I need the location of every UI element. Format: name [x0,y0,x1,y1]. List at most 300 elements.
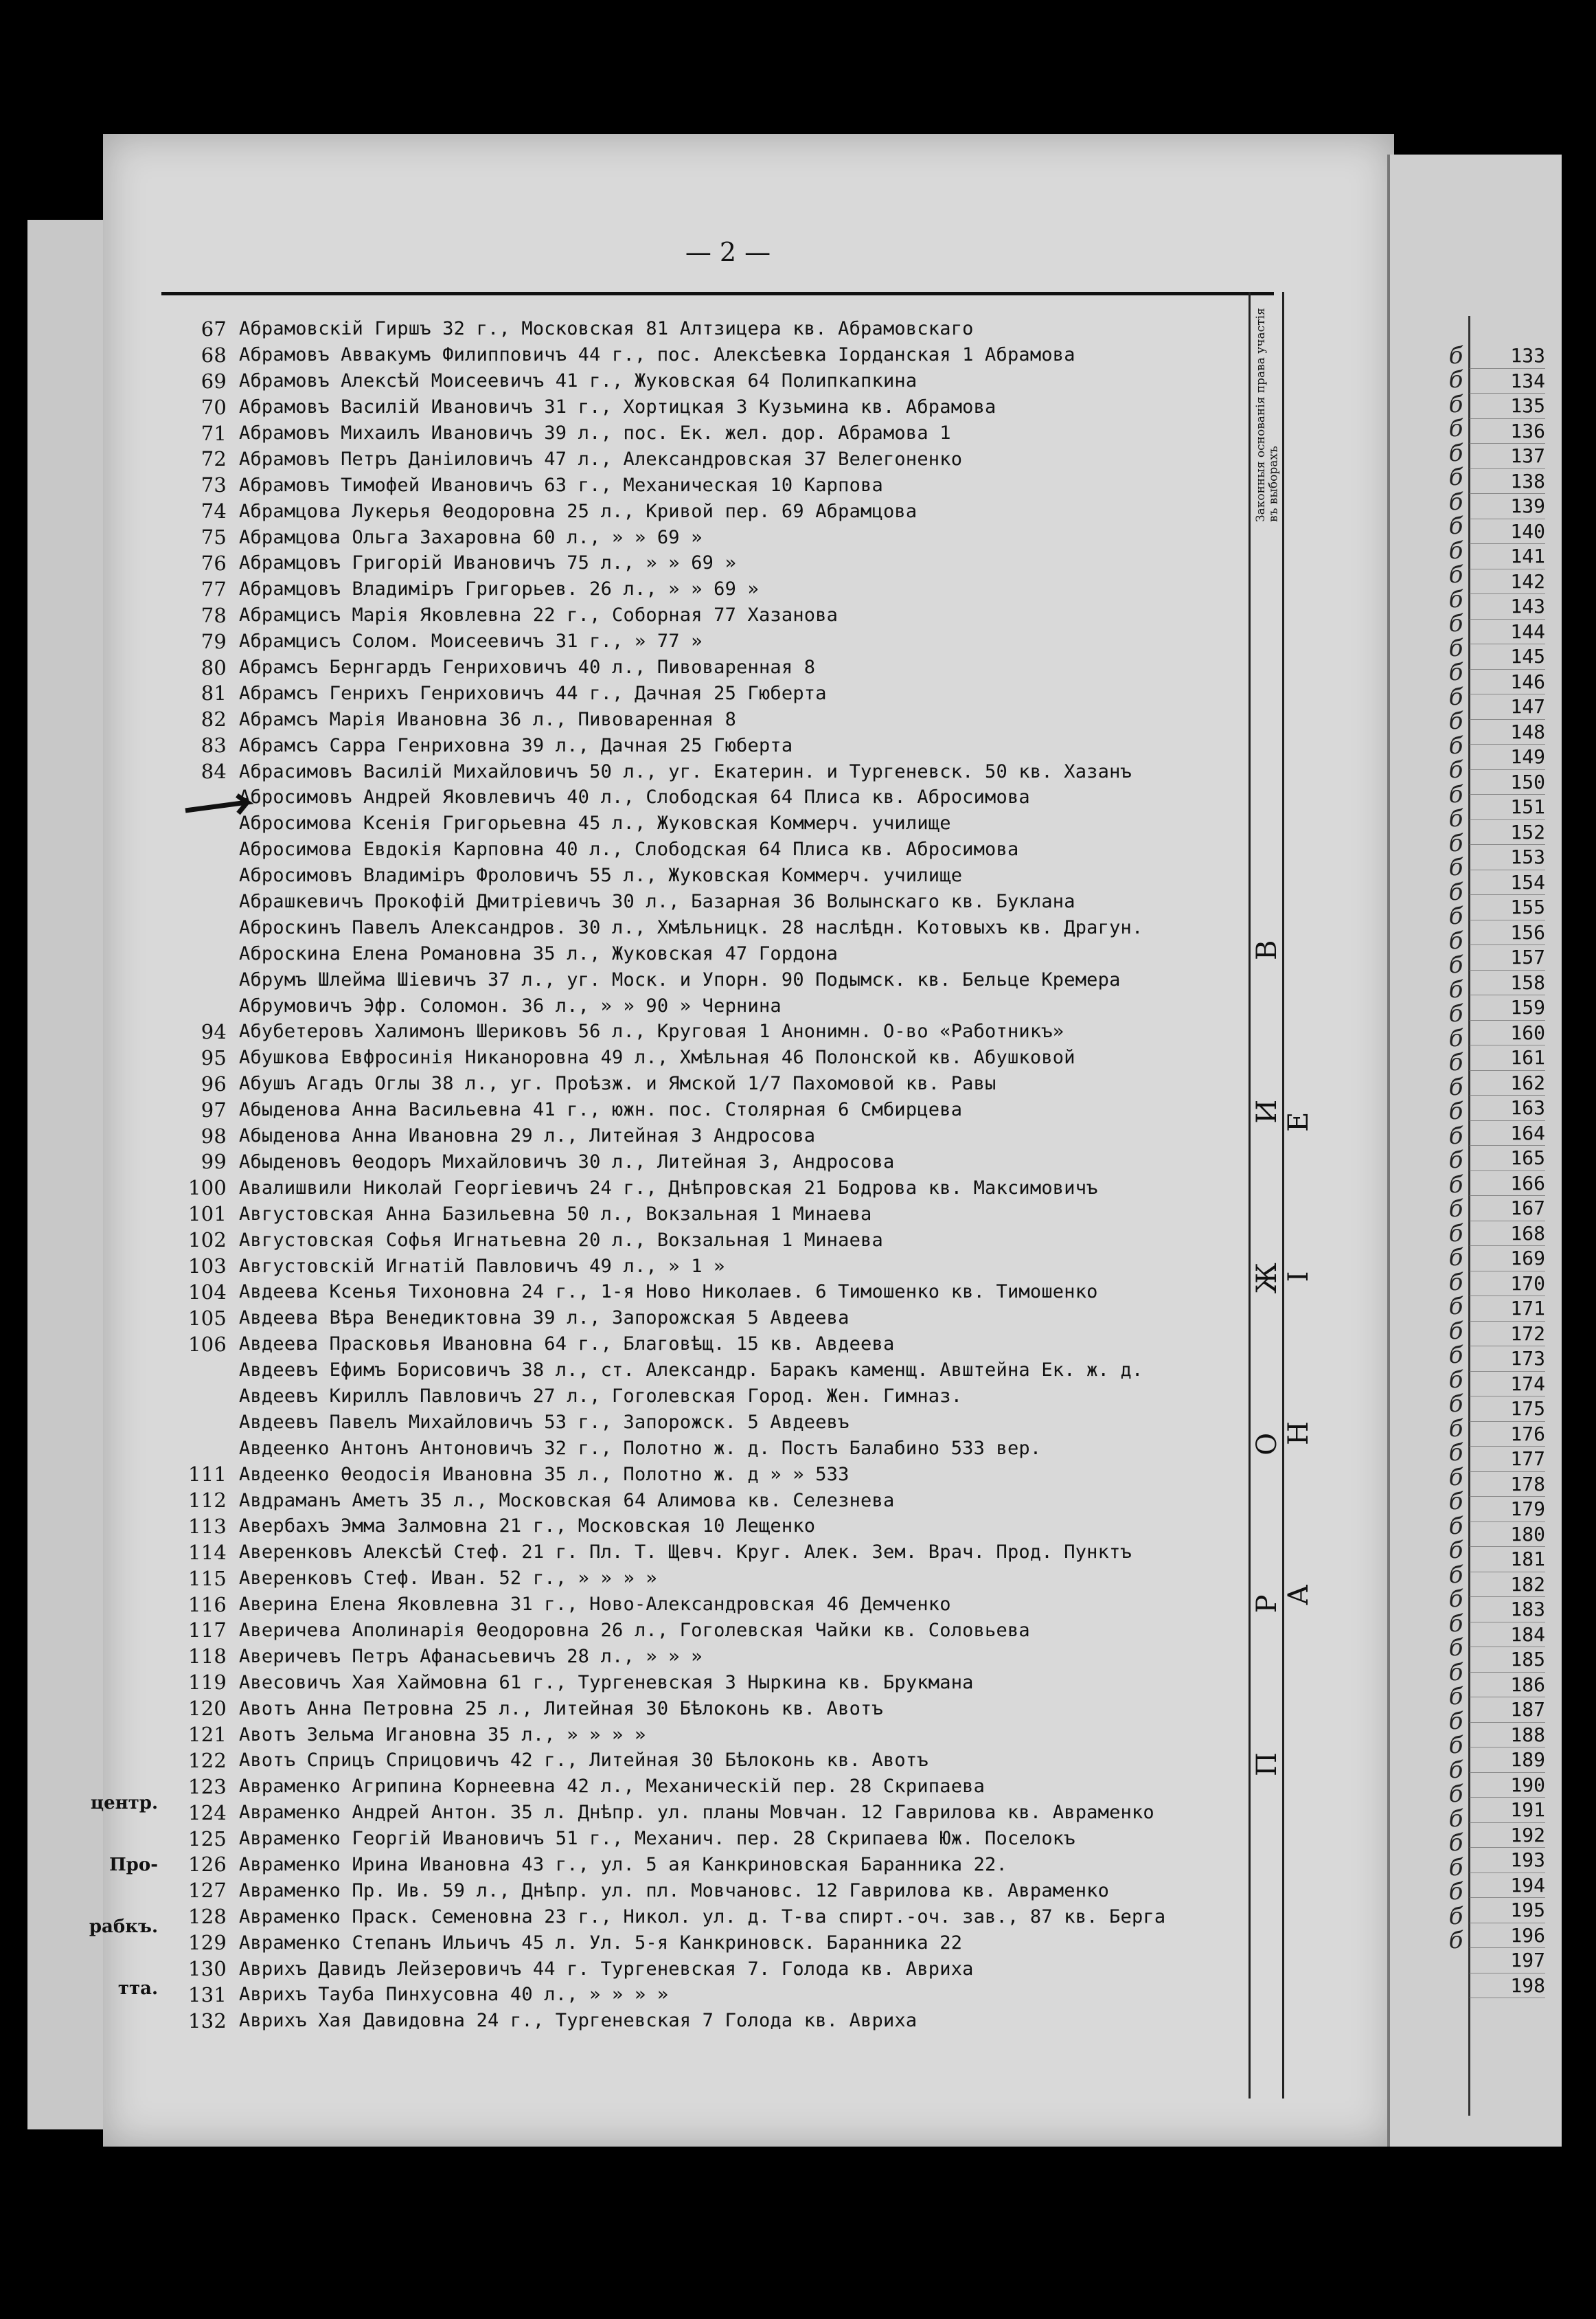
side-number: 138 [1470,469,1545,495]
side-number: 152 [1470,820,1545,846]
entry-number: 116 [188,1592,227,1616]
entry-text: Абрамовъ Алексѣй Моисеевичъ 41 г., Жуковская 64 Полипкапкина [239,370,917,392]
entry-number: 73 [201,473,227,497]
entry-number: 120 [188,1697,227,1721]
handwritten-mark: б [1448,854,1463,882]
side-number: 133 [1470,343,1545,369]
entry-number: 126 [188,1853,227,1877]
list-item [155,2008,1246,2034]
side-number: 177 [1470,1447,1545,1472]
handwritten-mark: б [1448,756,1463,784]
list-item [155,966,1246,993]
list-item [155,758,1246,784]
handwritten-mark: б [1448,1829,1463,1857]
entry-number: 71 [201,421,227,445]
handwritten-mark: б [1448,634,1463,662]
side-number: 148 [1470,720,1545,745]
sheet-fragment-text: рабкъ. [89,1916,158,1937]
handwritten-mark: б [1448,1195,1463,1223]
entry-text: Абрумовичъ Эфр. Соломон. 36 л., » » 90 » Чернина [239,995,782,1017]
entry-text: Авраменко Агрипина Корнеевна 42 л., Механическій пер. 28 Скрипаева [239,1776,985,1798]
side-number: 169 [1470,1246,1545,1271]
handwritten-mark: б [1448,732,1463,760]
side-number: 146 [1470,670,1545,695]
handwritten-mark: б [1448,610,1463,638]
entry-number: 68 [201,343,227,367]
entry-text: Абрамовъ Василій Ивановичъ 31 г., Хортицкая 3 Кузьмина кв. Абрамова [239,396,996,418]
handwritten-mark: б [1448,1853,1463,1881]
handwritten-mark: б [1448,1512,1463,1540]
list-item [155,1045,1246,1071]
handwritten-mark: б [1448,1414,1463,1443]
entry-text: Авдеева Ксенья Тихоновна 24 г., 1-я Ново Николаев. 6 Тимошенко кв. Тимошенко [239,1281,1098,1303]
side-number: 158 [1470,971,1545,996]
list-item [155,394,1246,420]
entry-text: Авраменко Пр. Ив. 59 л., Днѣпр. ул. пл. Мовчановс. 12 Гаврилова кв. Авраменко [239,1879,1110,1901]
entry-text: Аврихъ Давидъ Лейзеровичъ 44 г. Тургеневская 7. Голода кв. Авриха [239,1958,974,1980]
side-number: 145 [1470,644,1545,670]
entry-number: 118 [188,1644,227,1668]
list-item [155,629,1246,655]
entry-text: Авдеевъ Ефимъ Борисовичъ 38 л., ст. Александр. Баракъ каменщ. Авштейна Ек. ж. д. [239,1359,1143,1381]
handwritten-mark: б [1448,536,1463,565]
entry-text: Авотъ Сприцъ Сприцовичъ 42 г., Литейная 30 Бѣлоконь кв. Авотъ [239,1750,928,1772]
list-item [155,1903,1246,1930]
list-item [155,1227,1246,1253]
entry-text: Абросимовъ Андрей Яковлевичъ 40 л., Слободская 64 Плиса кв. Абросимова [239,787,1030,808]
handwritten-mark: б [1448,390,1463,418]
entry-number: 128 [188,1905,227,1929]
entry-text: Аверичева Аполинарія Ѳеодоровна 26 л., Гоголевская Чайки кв. Соловьева [239,1619,1030,1641]
list-item [155,914,1246,940]
entry-text: Абыденовъ Ѳеодоръ Михайловичъ 30 л., Литейная 3, Андросова [239,1151,895,1173]
side-number: 140 [1470,519,1545,545]
list-item [155,1956,1246,1982]
entry-number: 104 [188,1280,227,1304]
list-item [155,680,1246,706]
sheet-fragment-text: тта. [117,1978,158,1999]
side-marks-column [1442,343,1470,1953]
list-item [155,1123,1246,1149]
list-item [155,1695,1246,1721]
entry-number: 105 [188,1306,227,1330]
side-number: 174 [1470,1372,1545,1397]
legal-basis-header: Законныя основанія права участія въ выборахъ [1254,308,1281,522]
side-number: 160 [1470,1021,1545,1046]
side-number: 195 [1470,1898,1545,1923]
side-number: 137 [1470,444,1545,469]
entry-text: Авраменко Праск. Семеновна 23 г., Никол. ул. д. Т-ва спирт.-оч. зав., 87 кв. Берга [239,1905,1166,1927]
entry-number: 98 [201,1124,227,1148]
entry-text: Абрамовъ Тимофей Ивановичъ 63 г., Механическая 10 Карпова [239,474,883,496]
entry-text: Авраменко Георгій Ивановичъ 51 г., Механич. пер. 28 Скрипаева Юж. Поселокъ [239,1828,1075,1850]
entry-text: Абрамовскій Гиршъ 32 г., Московская 81 Алтзицера кв. Абрамовскаго [239,318,974,340]
entry-number: 80 [201,655,227,679]
list-item [155,1721,1246,1747]
handwritten-mark: б [1448,708,1463,736]
entry-text: Авдеенко Антонъ Антоновичъ 32 г., Полотно ж. д. Постъ Балабино 533 вер. [239,1437,1042,1459]
entry-text: Авербахъ Эмма Залмовна 21 г., Московская 10 Лещенко [239,1515,816,1537]
entry-number: 76 [201,551,227,575]
entry-text: Аверенковъ Стеф. Иван. 52 г., » » » » [239,1568,657,1590]
entry-number: 127 [188,1879,227,1903]
entry-number: 130 [188,1957,227,1981]
side-number: 154 [1470,870,1545,896]
handwritten-mark: б [1448,659,1463,687]
page-number: — 2 — [685,237,771,267]
entry-text: Авдеевъ Кириллъ Павловичъ 27 л., Гоголевская Город. Жен. Гимназ. [239,1385,963,1407]
list-item [155,1826,1246,1852]
list-item [155,1175,1246,1201]
list-item [155,1669,1246,1695]
entry-number: 77 [201,577,227,601]
list-item [155,1435,1246,1461]
side-number: 163 [1470,1096,1545,1121]
entry-text: Авраменко Ирина Ивановна 43 г., ул. 5 ая Канкриновская Баранника 22. [239,1853,1007,1875]
list-item [155,1097,1246,1123]
entry-text: Аброскинъ Павелъ Александров. 30 л., Хмѣльницк. 28 наслѣдн. Котовыхъ кв. Драгун. [239,916,1143,938]
entry-number: 84 [201,760,227,784]
handwritten-mark: б [1448,1537,1463,1565]
handwritten-mark: б [1448,1463,1463,1491]
entry-text: Абросимовъ Владиміръ Фроловичъ 55 л., Жуковская Коммерч. училище [239,865,963,887]
side-number: 198 [1470,1973,1545,1999]
side-number: 156 [1470,920,1545,946]
handwritten-mark: б [1448,1146,1463,1175]
entry-number: 102 [188,1228,227,1252]
entry-number: 95 [201,1045,227,1070]
list-item [155,420,1246,446]
list-item [155,1487,1246,1513]
entry-number: 69 [201,369,227,393]
entry-number: 81 [201,681,227,705]
entry-number: 70 [201,395,227,419]
entry-number: 100 [188,1176,227,1200]
side-number: 178 [1470,1472,1545,1497]
list-item [155,1331,1246,1357]
handwritten-mark: б [1448,1878,1463,1906]
list-item [155,1279,1246,1305]
list-item [155,1357,1246,1383]
list-item [155,1982,1246,2008]
entry-number: 131 [188,1982,227,2006]
handwritten-mark: б [1448,1683,1463,1711]
list-item [155,1565,1246,1592]
sheet-fragment-text: центр. [90,1793,158,1813]
handwritten-mark: б [1448,1585,1463,1614]
list-item [155,1800,1246,1826]
handwritten-mark: б [1448,1927,1463,1955]
side-number: 171 [1470,1296,1545,1322]
list-item [155,811,1246,837]
residence-heading: П Р О Ж И В А Н І Е [1251,874,1314,1777]
handwritten-mark: б [1448,1658,1463,1686]
side-number: 179 [1470,1497,1545,1522]
list-item [155,1513,1246,1539]
list-item [155,1539,1246,1565]
side-number: 155 [1470,895,1545,920]
entry-text: Абросимова Евдокія Карповна 40 л., Слободская 64 Плиса кв. Абросимова [239,839,1019,861]
handwritten-mark: б [1448,1122,1463,1150]
list-item [155,1877,1246,1903]
entry-text: Авдеева Прасковья Ивановна 64 г., Благовѣщ. 15 кв. Авдеева [239,1333,895,1355]
handwritten-mark: б [1448,1024,1463,1052]
list-item [155,550,1246,576]
handwritten-mark: б [1448,415,1463,443]
entry-text: Абросимова Ксенія Григорьевна 45 л., Жуковская Коммерч. училище [239,813,951,835]
handwritten-mark: б [1448,1609,1463,1638]
list-item [155,1747,1246,1774]
entry-text: Абрамовъ Аввакумъ Филипповичъ 44 г., пос. Алексѣевка Іорданская 1 Абрамова [239,344,1075,366]
entry-text: Абрамовъ Петръ Даніиловичъ 47 л., Александровская 37 Велегоненко [239,448,963,470]
side-number: 139 [1470,494,1545,519]
side-number: 165 [1470,1146,1545,1171]
handwritten-mark: б [1448,1488,1463,1516]
side-number: 180 [1470,1522,1545,1548]
entry-number: 124 [188,1800,227,1824]
side-number: 136 [1470,419,1545,444]
list-item [155,316,1246,342]
handwritten-mark: б [1448,464,1463,492]
entry-text: Авраменко Андрей Антон. 35 л. Днѣпр. ул. планы Мовчан. 12 Гаврилова кв. Авраменко [239,1802,1154,1824]
handwritten-mark: б [1448,1780,1463,1809]
side-number: 184 [1470,1622,1545,1648]
side-number: 134 [1470,369,1545,394]
entry-text: Абрумъ Шлейма Шіевичъ 37 л., уг. Моск. и Упорн. 90 Подымск. кв. Бельце Кремера [239,969,1121,991]
handwritten-mark: б [1448,1634,1463,1662]
handwritten-mark: б [1448,927,1463,955]
handwritten-mark: б [1448,1805,1463,1833]
entry-text: Авдеевъ Павелъ Михайловичъ 53 г., Запорожск. 5 Авдеевъ [239,1411,850,1433]
handwritten-mark: б [1448,1707,1463,1735]
side-number: 188 [1470,1723,1545,1748]
side-number: 197 [1470,1948,1545,1973]
list-item [155,1201,1246,1227]
list-item [155,889,1246,915]
side-number: 192 [1470,1823,1545,1848]
handwritten-mark: б [1448,512,1463,541]
entry-number: 106 [188,1332,227,1356]
entry-text: Абрасимовъ Василій Михайловичъ 50 л., уг. Екатерин. и Тургеневск. 50 кв. Хазанъ [239,760,1132,782]
entry-text: Абрамцисъ Марія Яковлевна 22 г., Соборная 77 Хазанова [239,604,839,626]
entry-number: 74 [201,499,227,523]
entry-text: Аверина Елена Яковлевна 31 г., Ново-Александровская 46 Демченко [239,1594,951,1616]
list-item [155,602,1246,629]
list-item [155,1643,1246,1669]
list-item [155,1774,1246,1800]
entry-text: Авесовичъ Хая Хаймовна 61 г., Тургеневская 3 Ныркина кв. Брукмана [239,1671,974,1693]
handwritten-mark: б [1448,1317,1463,1345]
entry-number: 121 [188,1723,227,1747]
entry-text: Августовскій Игнатій Павловичъ 49 л., » 1 » [239,1255,725,1277]
entry-number: 123 [188,1774,227,1798]
entry-number: 101 [188,1202,227,1226]
list-item [155,576,1246,602]
entry-number: 103 [188,1254,227,1278]
entry-number: 115 [188,1566,227,1590]
entry-text: Абыденова Анна Васильевна 41 г., южн. пос. Столярная 6 Смбирцева [239,1099,963,1121]
side-number: 162 [1470,1071,1545,1096]
handwritten-mark: б [1448,585,1463,613]
side-number: 176 [1470,1422,1545,1447]
handwritten-mark: б [1448,1390,1463,1418]
handwritten-mark: б [1448,366,1463,394]
side-number: 143 [1470,594,1545,620]
side-number: 172 [1470,1322,1545,1347]
entry-text: Аверенковъ Алексѣй Стеф. 21 г. Пл. Т. Щевч. Круг. Алек. Зем. Врач. Прод. Пунктъ [239,1541,1132,1563]
entry-text: Аврихъ Хая Давидовна 24 г., Тургеневская 7 Голода кв. Авриха [239,2010,917,2032]
side-number: 173 [1470,1346,1545,1372]
list-item [155,524,1246,550]
side-number: 196 [1470,1923,1545,1949]
entry-number: 113 [188,1514,227,1538]
list-item [155,732,1246,758]
side-number: 189 [1470,1747,1545,1773]
left-sheet-fragments [34,1793,158,2040]
handwritten-mark: б [1448,780,1463,808]
list-item [155,1592,1246,1618]
entry-text: Абубетеровъ Халимонъ Шериковъ 56 л., Круговая 1 Анонимн. О-во «Работникъ» [239,1021,1064,1043]
list-item [155,498,1246,524]
handwritten-mark: б [1448,1170,1463,1199]
entry-text: Абрашкевичъ Прокофій Дмитріевичъ 30 л., Базарная 36 Волынскаго кв. Буклана [239,891,1075,913]
side-number: 181 [1470,1547,1545,1572]
entry-number: 97 [201,1098,227,1122]
entry-number: 72 [201,447,227,471]
list-item [155,655,1246,681]
entry-text: Абрамцовъ Владиміръ Григорьев. 26 л., » » 69 » [239,578,759,600]
list-item [155,1930,1246,1956]
handwritten-mark: б [1448,683,1463,711]
side-number: 151 [1470,795,1545,820]
handwritten-mark: б [1448,1439,1463,1467]
list-item [155,1253,1246,1279]
handwritten-mark: б [1448,878,1463,906]
side-number: 166 [1470,1171,1545,1197]
list-item [155,1019,1246,1045]
entry-number: 119 [188,1671,227,1695]
entry-text: Абушъ Агадъ Оглы 38 л., уг. Проѣзж. и Ямской 1/7 Пахомовой кв. Равы [239,1073,996,1095]
entry-text: Абушкова Евфросинія Никаноровна 49 л., Хмѣльная 46 Полонской кв. Абушковой [239,1047,1075,1069]
entry-text: Авдеева Вѣра Венедиктовна 39 л., Запорожская 5 Авдеева [239,1307,850,1329]
handwritten-mark: б [1448,1756,1463,1784]
entry-number: 99 [201,1150,227,1174]
entry-number: 132 [188,2009,227,2033]
handwritten-mark: б [1448,1268,1463,1296]
entry-number: 67 [201,317,227,341]
entry-number: 83 [201,734,227,758]
entry-text: Авалишвили Николай Георгіевичъ 24 г., Днѣпровская 21 Бодрова кв. Максимовичъ [239,1177,1098,1199]
list-item [155,940,1246,966]
list-item [155,1305,1246,1331]
handwritten-mark: б [1448,903,1463,931]
list-item [155,1852,1246,1878]
handwritten-mark: б [1448,1342,1463,1370]
entry-text: Абрамцова Лукерья Ѳеодоровна 25 л., Кривой пер. 69 Абрамцова [239,500,917,522]
entry-text: Авраменко Степанъ Ильичъ 45 л. Ул. 5-я Канкриновск. Баранника 22 [239,1932,963,1954]
handwritten-mark: б [1448,1000,1463,1028]
side-number: 167 [1470,1196,1545,1221]
entry-number: 125 [188,1826,227,1851]
side-number: 141 [1470,544,1545,569]
side-number: 142 [1470,569,1545,595]
entry-text: Абрамсъ Бернгардъ Генриховичъ 40 л., Пивоваренная 8 [239,657,816,679]
side-numbers-column [1470,343,1545,1998]
side-number: 168 [1470,1221,1545,1247]
side-number: 191 [1470,1798,1545,1823]
entry-number: 75 [201,525,227,550]
handwritten-mark: б [1448,1561,1463,1589]
side-number: 175 [1470,1396,1545,1422]
entry-text: Абрамовъ Михаилъ Ивановичъ 39 л., пос. Ек. жел. дор. Абрамова 1 [239,422,951,444]
side-number: 186 [1470,1673,1545,1698]
list-item [155,1409,1246,1435]
list-item [155,446,1246,472]
entry-number: 78 [201,603,227,627]
entry-number: 117 [188,1618,227,1642]
handwritten-mark: б [1448,975,1463,1004]
list-item [155,1383,1246,1410]
handwritten-mark: б [1448,439,1463,467]
entry-number: 129 [188,1931,227,1955]
handwritten-mark: б [1448,1049,1463,1077]
list-item [155,1461,1246,1487]
side-number: 183 [1470,1597,1545,1622]
side-number: 193 [1470,1848,1545,1873]
handwritten-mark: б [1448,951,1463,980]
handwritten-mark: б [1448,1219,1463,1247]
list-item [155,1149,1246,1175]
handwritten-mark: б [1448,829,1463,857]
side-number: 194 [1470,1873,1545,1899]
list-item [155,1071,1246,1097]
side-number: 164 [1470,1121,1545,1146]
side-number: 182 [1470,1572,1545,1598]
handwritten-mark: б [1448,561,1463,589]
side-number: 190 [1470,1773,1545,1798]
side-number: 144 [1470,620,1545,645]
entry-text: Абрамсъ Марія Ивановна 36 л., Пивоваренная 8 [239,708,737,730]
side-number: 161 [1470,1045,1545,1071]
entry-text: Абрамцисъ Солом. Моисеевичъ 31 г., » 77 » [239,631,703,653]
list-item [155,706,1246,732]
side-number: 150 [1470,770,1545,795]
entry-text: Абрамцова Ольга Захаровна 60 л., » » 69 » [239,526,703,548]
entry-number: 114 [188,1540,227,1564]
entry-text: Абрамсъ Сарра Генриховна 39 л., Дачная 25 Гюберта [239,734,793,756]
entry-text: Аврихъ Тауба Пинхусовна 40 л., » » » » [239,1984,669,2006]
entry-text: Абыденова Анна Ивановна 29 л., Литейная 3 Андросова [239,1125,816,1147]
handwritten-mark: б [1448,1244,1463,1272]
entry-number: 112 [188,1489,227,1513]
list-item [155,784,1246,811]
handwritten-mark: б [1448,805,1463,833]
side-number: 149 [1470,745,1545,770]
list-item [155,837,1246,863]
entry-text: Аверичевъ Петръ Афанасьевичъ 28 л., » » » [239,1645,703,1667]
handwritten-mark: б [1448,1902,1463,1930]
handwritten-mark: б [1448,1366,1463,1394]
entry-text: Авотъ Зельма Игановна 35 л., » » » » [239,1723,646,1745]
voter-list [155,316,1246,2034]
side-number: 185 [1470,1647,1545,1673]
side-number: 153 [1470,845,1545,870]
entry-text: Абрамцовъ Григорій Ивановичъ 75 л., » » 69 » [239,552,737,574]
entry-number: 122 [188,1748,227,1772]
sheet-fragment-text: Про- [109,1855,158,1875]
entry-number: 111 [188,1462,227,1486]
list-item [155,993,1246,1019]
